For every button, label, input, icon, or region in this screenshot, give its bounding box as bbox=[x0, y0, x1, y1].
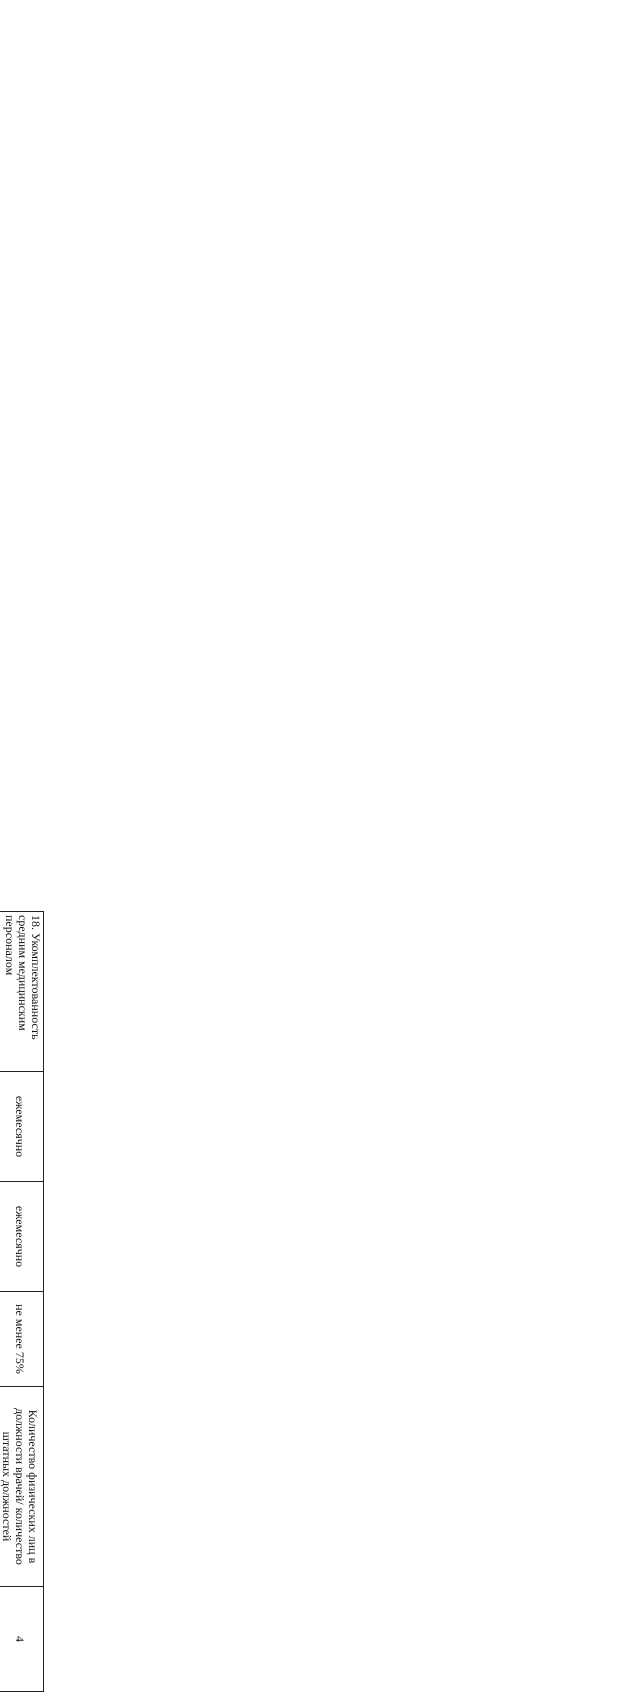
rotated-page bbox=[0, 911, 44, 1691]
indicator-cell: 18. Укомплектованность средним медицинским персоналом bbox=[0, 912, 44, 1072]
frequency-cell: ежемесячно bbox=[0, 1072, 44, 1182]
method-cell: Количество физических лиц в должности врачей/ количество штатных должностей bbox=[0, 1387, 44, 1587]
points-cell: 4 bbox=[0, 1587, 44, 1692]
indicators-table bbox=[0, 911, 44, 1692]
payment-cell: ежемесячно bbox=[0, 1182, 44, 1292]
criterion-cell: не менее 75% bbox=[0, 1292, 44, 1387]
table-row bbox=[0, 912, 44, 1692]
